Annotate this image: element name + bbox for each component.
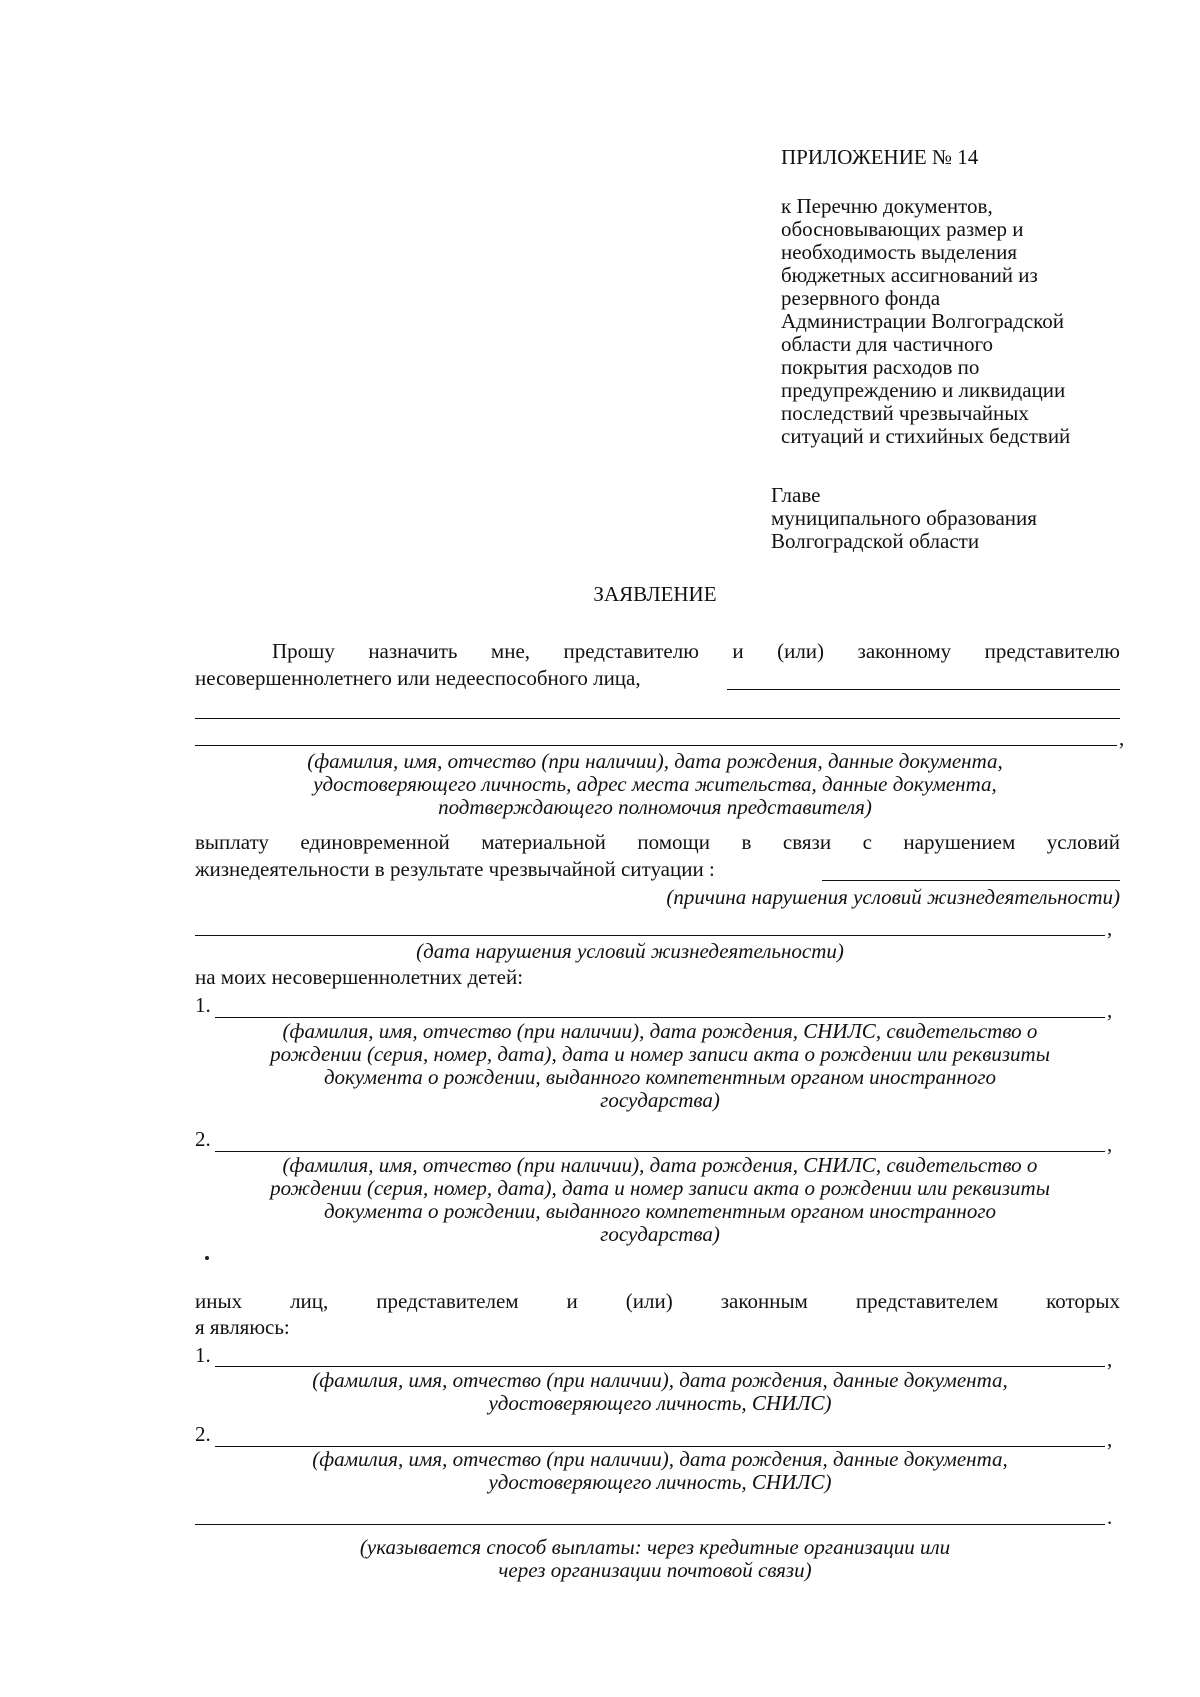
hint-line: (фамилия, имя, отчество (при наличии), дата рождения, данные документа, [312, 1368, 1008, 1392]
date-field-line[interactable] [195, 935, 1105, 936]
hint-line: (фамилия, имя, отчество (при наличии), дата рождения, данные документа, [312, 1447, 1008, 1471]
hint-line: документа о рождении, выданного компетентным органом иностранного [323, 1065, 997, 1089]
hint-line: подтверждающего полномочия представителя) [438, 795, 872, 819]
hint-line: рождении (серия, номер, дата), дата и номер записи акта о рождении или реквизиты [270, 1176, 1050, 1200]
reason-field-line[interactable] [822, 880, 1120, 881]
hint-line: удостоверяющего личность, адрес места жительства, данные документа, [313, 772, 997, 796]
appendix-line: обосновывающих размер и [781, 217, 1024, 241]
hint-line: государства) [600, 1222, 720, 1246]
other-2-hint [200, 1448, 1120, 1494]
appendix-line: предупреждению и ликвидации [781, 378, 1066, 402]
others-line-2: я являюсь: [195, 1315, 290, 1339]
payment-line-1: выплату единовременной материальной помощи в связи с нарушением условий [195, 830, 1120, 854]
children-heading: на моих несовершеннолетних детей: [195, 965, 524, 989]
child-1-field-line[interactable] [215, 1017, 1105, 1018]
applicant-hint [0, 750, 1200, 819]
hint-line: документа о рождении, выданного компетентным органом иностранного [323, 1199, 997, 1223]
payment-line-2: жизнедеятельности в результате чрезвычайной ситуации : [195, 857, 715, 881]
appendix-line: бюджетных ассигнований из [781, 263, 1038, 287]
child-1-number: 1. [195, 993, 211, 1017]
payment-method-field-line[interactable] [195, 1524, 1105, 1525]
child-2-number: 2. [195, 1127, 211, 1151]
other-1-number: 1. [195, 1343, 211, 1367]
comma: , [1107, 916, 1113, 940]
hint-line: (фамилия, имя, отчество (при наличии), дата рождения, данные документа, [307, 749, 1003, 773]
comma: , [1119, 726, 1125, 750]
applicant-field-line-1[interactable] [727, 689, 1120, 690]
intro-line-1: Прошу назначить мне, представителю и (или) законному представителю [272, 639, 1120, 663]
appendix-line: к Перечню документов, [781, 194, 993, 218]
reason-hint: (причина нарушения условий жизнедеятельности) [666, 885, 1120, 909]
appendix-line: покрытия расходов по [781, 355, 980, 379]
payment-method-hint [0, 1536, 1200, 1582]
applicant-field-line-2[interactable] [195, 718, 1120, 719]
comma: , [1107, 1427, 1113, 1451]
hint-line: (указывается способ выплаты: через кредитные организации или [359, 1535, 951, 1559]
appendix-line: области для частичного [781, 332, 994, 356]
addressee-line: муниципального образования [771, 506, 1037, 530]
comma: , [1107, 1347, 1113, 1371]
other-1-field-line[interactable] [215, 1366, 1105, 1367]
date-hint: (дата нарушения условий жизнедеятельности) [416, 939, 844, 963]
addressee-line: Главе [771, 483, 821, 507]
applicant-field-line-3[interactable] [195, 745, 1117, 746]
appendix-line: резервного фонда [781, 286, 941, 310]
hint-line: государства) [600, 1088, 720, 1112]
hint-line: удостоверяющего личность, СНИЛС) [488, 1391, 832, 1415]
addressee-line: Волгоградской области [771, 529, 980, 553]
appendix-line: последствий чрезвычайных [781, 401, 1029, 425]
comma: , [1107, 998, 1113, 1022]
hint-line: (фамилия, имя, отчество (при наличии), дата рождения, СНИЛС, свидетельство о [282, 1153, 1038, 1177]
hint-line: через организации почтовой связи) [498, 1558, 812, 1582]
others-line-1: иных лиц, представителем и (или) законным представителем которых [195, 1289, 1120, 1313]
child-2-field-line[interactable] [215, 1151, 1105, 1152]
stray-mark [205, 1256, 209, 1260]
child-1-hint [200, 1020, 1120, 1112]
appendix-line: Администрации Волгоградской [781, 309, 1065, 333]
other-1-hint [200, 1369, 1120, 1415]
appendix-line: ситуаций и стихийных бедствий [781, 424, 1071, 448]
hint-line: (фамилия, имя, отчество (при наличии), дата рождения, СНИЛС, свидетельство о [282, 1019, 1038, 1043]
other-2-number: 2. [195, 1422, 211, 1446]
intro-line-2: несовершеннолетнего или недееспособного лица, [195, 666, 641, 690]
appendix-title: ПРИЛОЖЕНИЕ № 14 [781, 145, 979, 169]
appendix-line: необходимость выделения [781, 240, 1018, 264]
document-title: ЗАЯВЛЕНИЕ [593, 582, 717, 606]
addressee [771, 484, 1037, 553]
child-2-hint [200, 1154, 1120, 1246]
appendix-reference [781, 195, 1070, 448]
hint-line: рождении (серия, номер, дата), дата и номер записи акта о рождении или реквизиты [270, 1042, 1050, 1066]
period: . [1107, 1505, 1113, 1529]
comma: , [1107, 1132, 1113, 1156]
hint-line: удостоверяющего личность, СНИЛС) [488, 1470, 832, 1494]
